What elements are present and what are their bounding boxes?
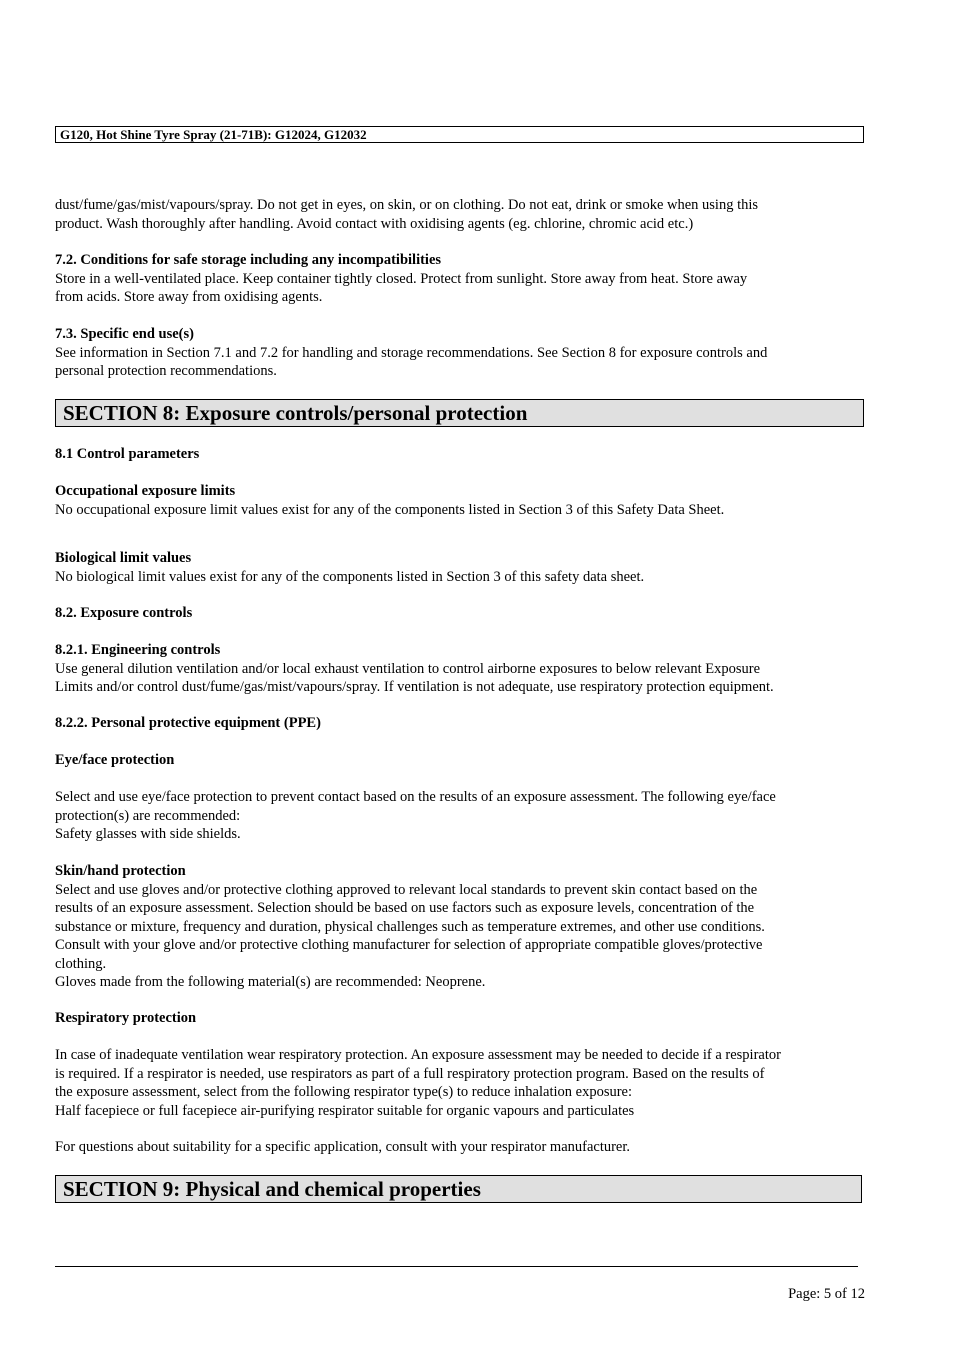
text-line: Safety glasses with side shields. (55, 826, 241, 842)
text-line: Half facepiece or full facepiece air-purifying respirator suitable for organic vapours and particulates (55, 1102, 635, 1119)
handling-paragraph (55, 196, 867, 233)
engineering-controls-block (55, 641, 867, 697)
page-number: Page: 5 of 12 (788, 1286, 865, 1302)
text-line: is required. If a respirator is needed, use respirators as part of a full respiratory protection program. Based on the results of (55, 1065, 765, 1082)
text-line: the exposure assessment, select from the following respirator type(s) to reduce inhalation exposure: (55, 1084, 633, 1100)
text-line: personal protection recommendations. (55, 363, 277, 379)
eye-protection-paragraph (55, 788, 867, 844)
skin-protection-block (55, 862, 867, 992)
text-line: Use general dilution ventilation and/or local exhaust ventilation to control airborne exposures to below relevant Exposure (55, 660, 761, 677)
heading-respiratory-protection: Respiratory protection (55, 1010, 197, 1026)
storage-block (55, 251, 867, 307)
heading-occupational-exposure-limits: Occupational exposure limits (55, 483, 236, 499)
subsection-heading-7-3: 7.3. Specific end use(s) (55, 326, 194, 342)
text-line: from acids. Store away from oxidising agents. (55, 289, 323, 305)
text-line: clothing. (55, 955, 107, 972)
document-header: G120, Hot Shine Tyre Spray (21-71B): G12024, G12032 (55, 126, 864, 143)
section-9-title: SECTION 9: Physical and chemical properties (55, 1175, 862, 1203)
text-line: No biological limit values exist for any of the components listed in Section 3 of this safety data sheet. (55, 568, 645, 585)
heading-biological-limit-values: Biological limit values (55, 550, 192, 566)
heading-eye-face-protection: Eye/face protection (55, 752, 175, 768)
text-line: protection(s) are recommended: (55, 807, 241, 824)
text-line: Store in a well-ventilated place. Keep container tightly closed. Protect from sunlight. Store away from heat. Store away (55, 270, 748, 287)
end-use-block (55, 325, 867, 381)
respirator-manufacturer-note: For questions about suitability for a specific application, consult with your respirator manufacturer. (55, 1139, 631, 1155)
respiratory-protection-paragraph (55, 1046, 867, 1120)
subsection-heading-8-2-1: 8.2.1. Engineering controls (55, 642, 221, 658)
section-8-title: SECTION 8: Exposure controls/personal protection (55, 399, 864, 427)
text-line: product. Wash thoroughly after handling. Avoid contact with oxidising agents (eg. chlorine, chromic acid etc.) (55, 215, 694, 232)
subsection-heading-8-2-2: 8.2.2. Personal protective equipment (PPE) (55, 715, 321, 731)
subsection-heading-8-2: 8.2. Exposure controls (55, 605, 193, 621)
heading-skin-hand-protection: Skin/hand protection (55, 863, 186, 879)
text-line: Gloves made from the following material(s) are recommended: Neoprene. (55, 974, 486, 990)
subsection-heading-7-2: 7.2. Conditions for safe storage including any incompatibilities (55, 252, 442, 268)
text-line: Consult with your glove and/or protective clothing manufacturer for selection of appropriate compatible gloves/protective (55, 937, 763, 953)
subsection-heading-8-1: 8.1 Control parameters (55, 446, 200, 462)
text-line: In case of inadequate ventilation wear respiratory protection. An exposure assessment may be needed to decide if a respirator (55, 1047, 781, 1063)
text-line: See information in Section 7.1 and 7.2 for handling and storage recommendations. See Section 8 for exposure controls and (55, 344, 768, 361)
text-line: dust/fume/gas/mist/vapours/spray. Do not get in eyes, on skin, or on clothing. Do not eat, drink or smoke when using this (55, 197, 759, 213)
text-line: Limits and/or control dust/fume/gas/mist/vapours/spray. If ventilation is not adequate, use respiratory protection equipment. (55, 679, 774, 695)
occupational-limits-block (55, 482, 867, 519)
text-line: Select and use eye/face protection to prevent contact based on the results of an exposure assessment. The following eye/face (55, 789, 776, 805)
biological-limits-block (55, 549, 867, 586)
text-line: No occupational exposure limit values exist for any of the components listed in Section 3 of this Safety Data Sheet. (55, 501, 725, 518)
text-line: Select and use gloves and/or protective clothing approved to relevant local standards to prevent skin contact based on the (55, 881, 758, 898)
text-line: results of an exposure assessment. Selection should be based on use factors such as exposure levels, concentration of the (55, 900, 755, 916)
text-line: substance or mixture, frequency and duration, physical challenges such as temperature extremes, and other use conditions. (55, 918, 765, 935)
footer-divider (55, 1266, 858, 1267)
